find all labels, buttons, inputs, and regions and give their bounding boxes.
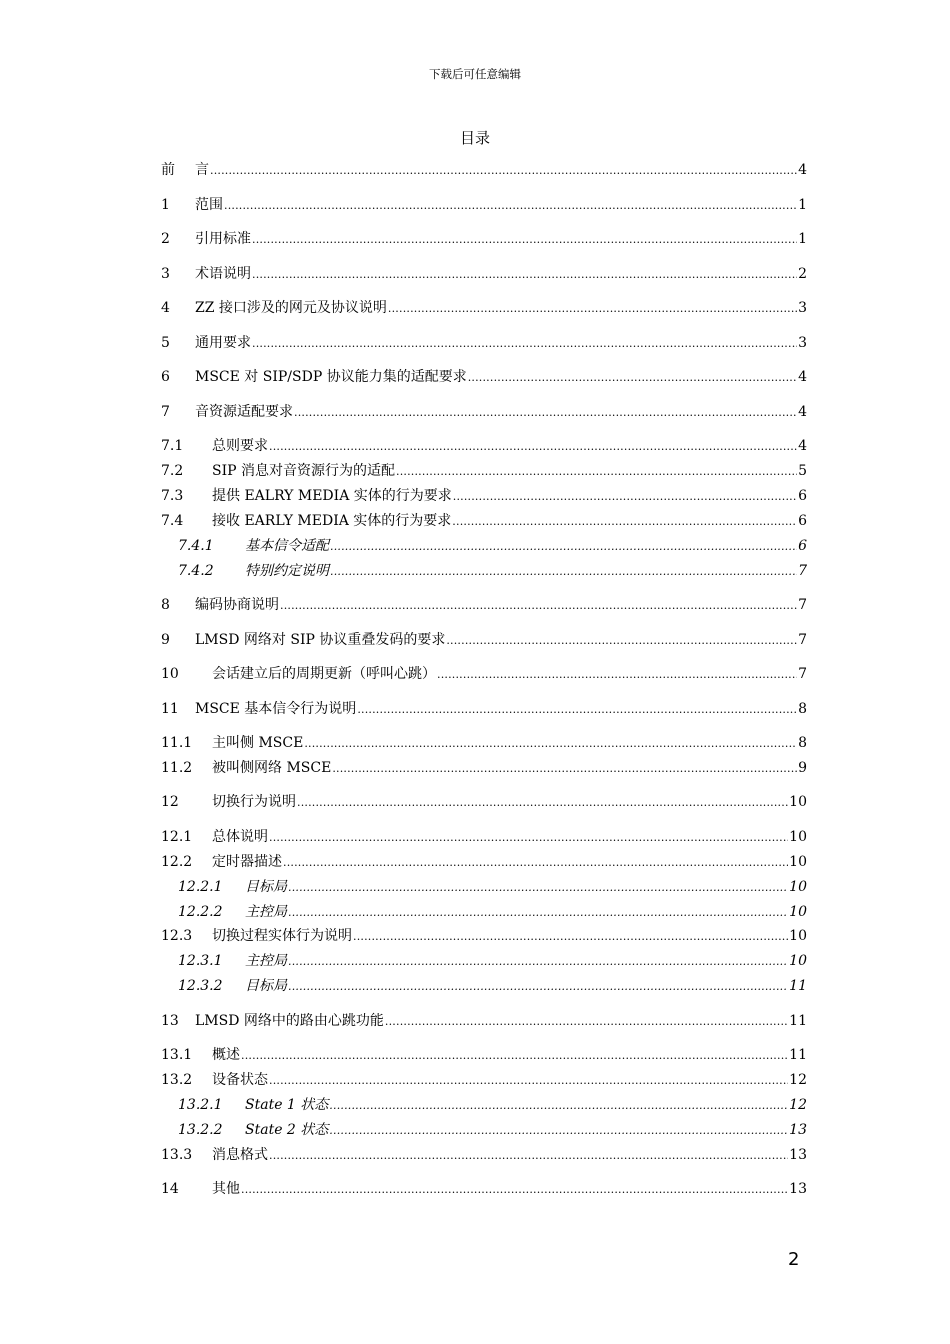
toc-entry[interactable] (161, 1179, 807, 1200)
toc-entry[interactable] (178, 976, 807, 997)
toc-entry[interactable] (161, 160, 807, 181)
toc-number: 11.2 (161, 760, 193, 776)
toc-number: 12.1 (161, 829, 193, 845)
toc-page: 13 (789, 1181, 807, 1197)
toc-title: 设备状态 (212, 1072, 268, 1088)
toc-title: 会话建立后的周期更新（呼叫心跳） (212, 666, 436, 682)
toc-title: State 2 状态 (245, 1122, 329, 1138)
toc-title: 言 (195, 162, 209, 178)
toc-page: 1 (798, 197, 807, 213)
toc-entry[interactable] (161, 264, 807, 285)
toc-title: 提供 EALRY MEDIA 实体的行为要求 (212, 488, 452, 504)
toc-page: 13 (789, 1147, 807, 1163)
toc-number: 前 (161, 162, 175, 178)
page-header: 下载后可任意编辑 (429, 67, 521, 81)
toc-leader (304, 734, 797, 754)
toc-title: 主控局 (245, 953, 287, 969)
toc-leader (288, 952, 788, 972)
toc-leader (269, 1146, 788, 1166)
toc-number: 6 (161, 369, 170, 385)
toc-leader (269, 828, 788, 848)
toc-leader (353, 927, 788, 947)
toc-entry[interactable] (161, 333, 807, 354)
toc-entry[interactable] (161, 758, 807, 779)
toc-number: 13.2.1 (178, 1097, 223, 1113)
toc-leader (329, 1096, 788, 1116)
toc-title: 总则要求 (212, 438, 268, 454)
toc-number: 13 (161, 1013, 179, 1029)
toc-number: 2 (161, 231, 170, 247)
toc-title: 切换过程实体行为说明 (212, 928, 352, 944)
toc-number: 8 (161, 597, 170, 613)
toc-title: 目标局 (245, 879, 287, 895)
toc-title: 被叫侧网络 MSCE (212, 760, 332, 776)
toc-leader (252, 230, 797, 250)
toc-page: 11 (789, 978, 807, 994)
toc-entry[interactable] (178, 1095, 807, 1116)
toc-title: 总体说明 (212, 829, 268, 845)
toc-title: 范围 (195, 197, 223, 213)
toc-entry[interactable] (161, 195, 807, 216)
toc-entry[interactable] (161, 827, 807, 848)
toc-leader (241, 1046, 788, 1066)
toc-leader (288, 977, 788, 997)
toc-entry[interactable] (161, 630, 807, 651)
toc-leader (252, 334, 797, 354)
toc-number: 1 (161, 197, 170, 213)
toc-page: 10 (789, 953, 807, 969)
toc-entry[interactable] (161, 229, 807, 250)
toc-entry[interactable] (161, 1070, 807, 1091)
toc-entry[interactable] (161, 595, 807, 616)
toc-leader (280, 596, 797, 616)
toc-page: 8 (798, 735, 807, 751)
toc-title: 特别约定说明 (245, 563, 329, 579)
toc-leader (437, 665, 797, 685)
toc-entry[interactable] (178, 902, 807, 923)
toc-title: 定时器描述 (212, 854, 282, 870)
toc-number: 3 (161, 266, 170, 282)
toc-number: 12.2 (161, 854, 193, 870)
toc-number: 4 (161, 300, 170, 316)
toc-entry[interactable] (161, 664, 807, 685)
toc-page: 10 (789, 854, 807, 870)
toc-number: 12 (161, 794, 179, 810)
toc-page: 7 (798, 597, 807, 613)
toc-number: 7.2 (161, 463, 184, 479)
page-number: 2 (788, 1249, 800, 1270)
toc-number: 12.2.1 (178, 879, 223, 895)
toc-title: 其他 (212, 1181, 240, 1197)
toc-entry[interactable] (161, 926, 807, 947)
toc-entry[interactable] (161, 298, 807, 319)
toc-entry[interactable] (161, 733, 807, 754)
toc-page: 3 (798, 300, 807, 316)
toc-title: 通用要求 (195, 335, 251, 351)
toc-number: 7.3 (161, 488, 184, 504)
toc-entry[interactable] (161, 402, 807, 423)
toc-number: 11.1 (161, 735, 193, 751)
toc-entry[interactable] (161, 852, 807, 873)
toc-number: 9 (161, 632, 170, 648)
toc-title: 主叫侧 MSCE (212, 735, 304, 751)
toc-page: 4 (798, 162, 807, 178)
toc-page: 2 (798, 266, 807, 282)
toc-page: 9 (798, 760, 807, 776)
toc-page: 13 (789, 1122, 807, 1138)
toc-title: MSCE 对 SIP/SDP 协议能力集的适配要求 (195, 369, 467, 385)
toc-leader (332, 759, 797, 779)
toc-entry[interactable] (161, 436, 807, 457)
toc-page: 1 (798, 231, 807, 247)
toc-entry[interactable] (161, 1045, 807, 1066)
toc-leader (446, 631, 797, 651)
toc-page: 7 (798, 563, 807, 579)
toc-title: 基本信令适配 (245, 538, 329, 554)
toc-leader (330, 537, 797, 557)
toc-entry[interactable] (161, 486, 807, 507)
toc-number: 10 (161, 666, 179, 682)
toc-page: 4 (798, 438, 807, 454)
toc-leader (252, 265, 797, 285)
toc-leader (329, 1121, 788, 1141)
toc-leader (357, 700, 797, 720)
toc-entry[interactable] (178, 536, 807, 557)
toc-title: 接收 EARLY MEDIA 实体的行为要求 (212, 513, 452, 529)
toc-number: 13.3 (161, 1147, 193, 1163)
toc-page: 7 (798, 666, 807, 682)
toc-page: 10 (789, 794, 807, 810)
toc-leader (241, 1180, 788, 1200)
toc-title: ZZ 接口涉及的网元及协议说明 (195, 300, 387, 316)
toc-entry[interactable] (178, 1120, 807, 1141)
toc-number: 14 (161, 1181, 179, 1197)
toc-title: 编码协商说明 (195, 597, 279, 613)
toc-leader (269, 437, 797, 457)
toc-entry[interactable] (161, 511, 807, 532)
toc-title: SIP 消息对音资源行为的适配 (212, 463, 395, 479)
toc-entry[interactable] (161, 367, 807, 388)
toc-page: 11 (789, 1013, 807, 1029)
toc-page: 6 (798, 513, 807, 529)
toc-number: 12.2.2 (178, 904, 223, 920)
toc-entry[interactable] (161, 699, 807, 720)
toc-leader (288, 878, 788, 898)
toc-leader (330, 562, 797, 582)
toc-page: 6 (798, 538, 807, 554)
toc-entry[interactable] (161, 792, 807, 813)
toc-page: 8 (798, 701, 807, 717)
toc-leader (210, 161, 797, 181)
toc-leader (453, 487, 797, 507)
toc-page: 10 (789, 904, 807, 920)
toc-number: 13.2 (161, 1072, 193, 1088)
toc-entry[interactable] (161, 1011, 807, 1032)
toc-number: 13.2.2 (178, 1122, 223, 1138)
toc-page: 12 (789, 1097, 807, 1113)
toc-title: 概述 (212, 1047, 240, 1063)
toc-leader (385, 1012, 788, 1032)
toc-title: State 1 状态 (245, 1097, 329, 1113)
toc-title: LMSD 网络对 SIP 协议重叠发码的要求 (195, 632, 446, 648)
toc-title: MSCE 基本信令行为说明 (195, 701, 357, 717)
toc-number: 7.1 (161, 438, 184, 454)
toc-page: 3 (798, 335, 807, 351)
toc-page: 6 (798, 488, 807, 504)
toc-number: 7.4.2 (178, 563, 214, 579)
toc-leader (396, 462, 797, 482)
toc-leader (294, 403, 797, 423)
toc-entry[interactable] (178, 951, 807, 972)
toc-number: 12.3 (161, 928, 193, 944)
toc-page: 5 (798, 463, 807, 479)
toc-number: 5 (161, 335, 170, 351)
toc-page: 12 (789, 1072, 807, 1088)
toc-title: 目标局 (245, 978, 287, 994)
toc-leader (288, 903, 788, 923)
toc-page: 4 (798, 404, 807, 420)
toc-entry[interactable] (161, 461, 807, 482)
toc-leader (283, 853, 788, 873)
toc-title: 主控局 (245, 904, 287, 920)
toc-number: 7 (161, 404, 170, 420)
toc-entry[interactable] (178, 561, 807, 582)
toc-leader (452, 512, 797, 532)
toc-leader (224, 196, 797, 216)
toc-page: 10 (789, 879, 807, 895)
toc-title: 引用标准 (195, 231, 251, 247)
toc-entry[interactable] (161, 1145, 807, 1166)
toc-leader (297, 793, 788, 813)
toc-title: 术语说明 (195, 266, 251, 282)
toc-title: 切换行为说明 (212, 794, 296, 810)
toc-number: 11 (161, 701, 179, 717)
toc-number: 12.3.1 (178, 953, 223, 969)
toc-entry[interactable] (178, 877, 807, 898)
page-title: 目录 (459, 129, 490, 147)
toc-number: 7.4.1 (178, 538, 214, 554)
toc-leader (269, 1071, 788, 1091)
toc-page: 7 (798, 632, 807, 648)
toc-number: 7.4 (161, 513, 184, 529)
toc-leader (468, 368, 797, 388)
toc-title: 音资源适配要求 (195, 404, 293, 420)
toc-leader (388, 299, 797, 319)
toc-page: 10 (789, 829, 807, 845)
toc-number: 13.1 (161, 1047, 193, 1063)
toc-page: 10 (789, 928, 807, 944)
toc-number: 12.3.2 (178, 978, 223, 994)
toc-title: 消息格式 (212, 1147, 268, 1163)
toc-page: 11 (789, 1047, 807, 1063)
toc-title: LMSD 网络中的路由心跳功能 (195, 1013, 384, 1029)
toc-page: 4 (798, 369, 807, 385)
